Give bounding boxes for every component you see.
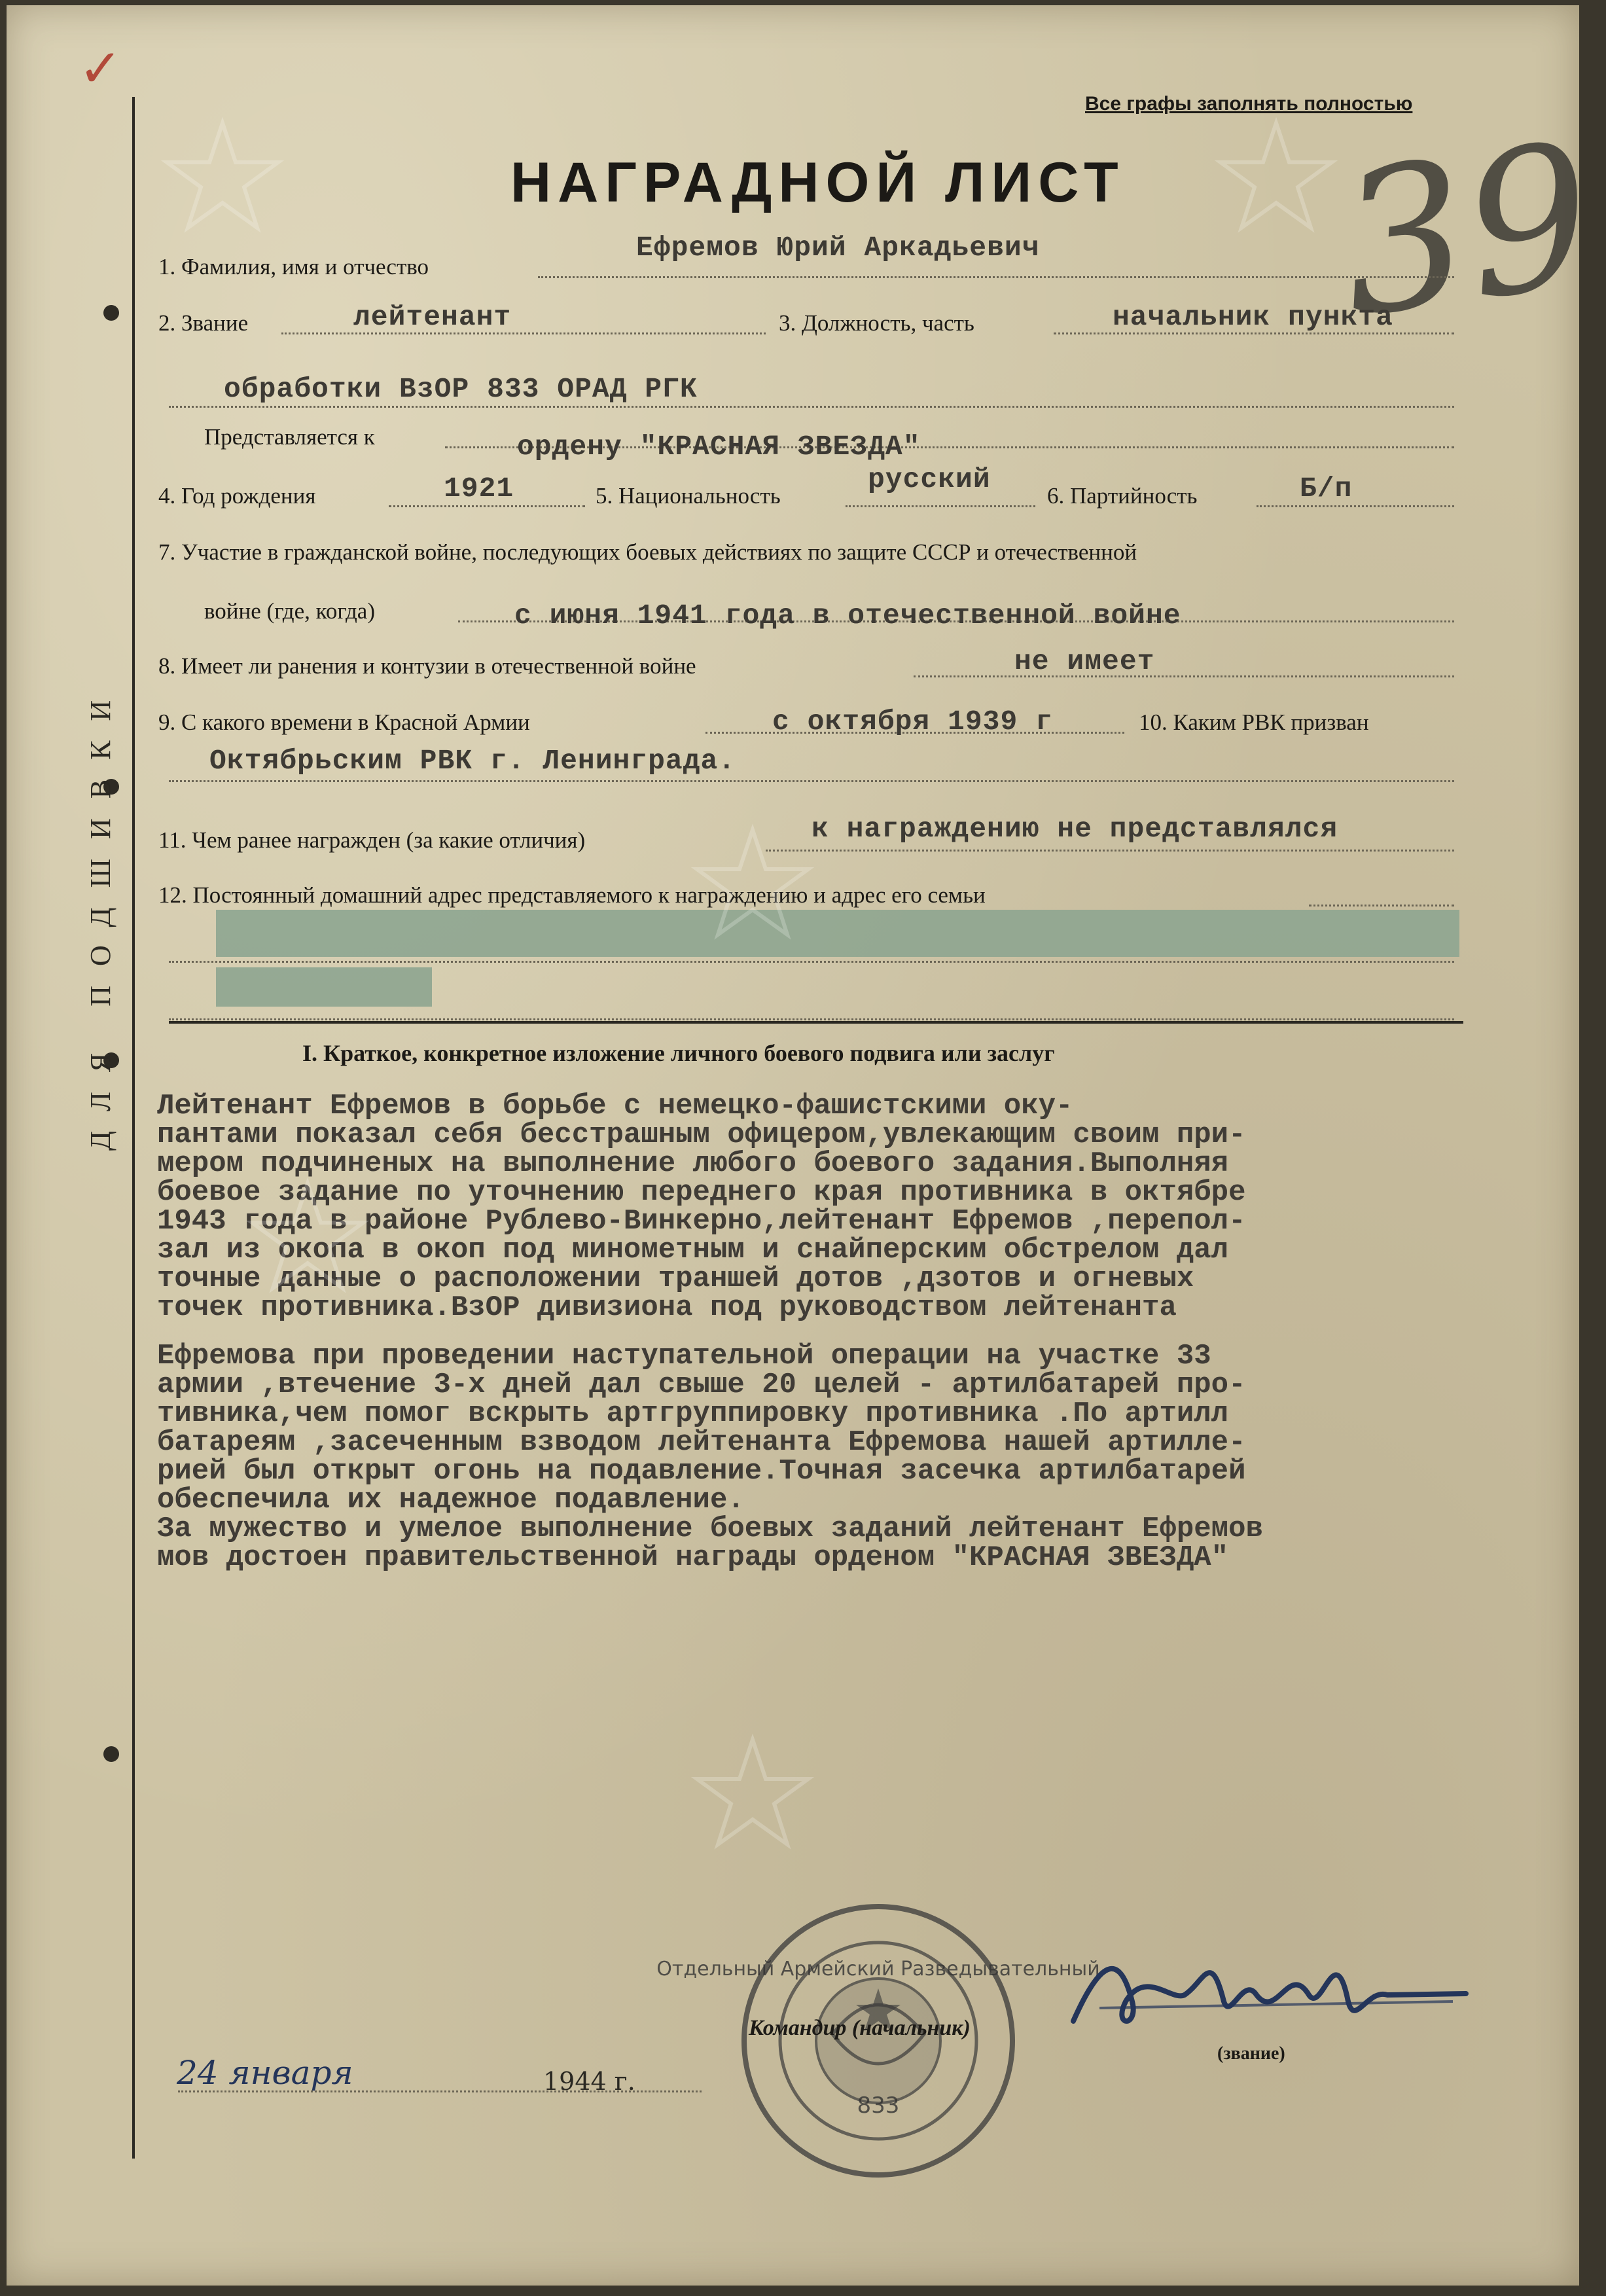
story-line: точек противника.ВзОР дивизиона под руководством лейтенанта bbox=[157, 1291, 1177, 1324]
field-9-label: 9. С какого времени в Красной Армии bbox=[158, 709, 530, 735]
field-4-label: 4. Год рождения bbox=[158, 483, 316, 509]
story-line: мов достоен правительственной награды орденом "КРАСНАЯ ЗВЕЗДА" bbox=[157, 1541, 1229, 1574]
field-6-value: Б/п bbox=[1300, 473, 1353, 505]
represented-label: Представляется к bbox=[204, 424, 375, 450]
field-8-label: 8. Имеет ли ранения и контузии в отечественной войне bbox=[158, 653, 696, 679]
section-title: I. Краткое, конкретное изложение личного боевого подвига или заслуг bbox=[302, 1040, 1055, 1066]
check-mark-icon: ✓ bbox=[79, 38, 123, 99]
field-7-label-line2: войне (где, когда) bbox=[204, 598, 375, 624]
field-12-line-2 bbox=[169, 961, 1454, 963]
story-line bbox=[157, 1322, 1544, 1342]
field-7-value: с июня 1941 года в отечественной войне bbox=[514, 600, 1181, 632]
story-line: Ефремова при проведении наступательной операции на участке 33 bbox=[157, 1340, 1211, 1372]
field-1-value: Ефремов Юрий Аркадьевич bbox=[636, 232, 1040, 264]
section-divider bbox=[169, 1021, 1463, 1024]
field-3-label: 3. Должность, часть bbox=[779, 310, 974, 336]
binding-margin-line bbox=[132, 97, 135, 2159]
binding-hole bbox=[103, 305, 119, 321]
story-line: рией был открыт огонь на подавление.Точная засечка артилбатарей bbox=[157, 1455, 1246, 1488]
printed-year: 1944 г. bbox=[543, 2067, 635, 2096]
official-stamp bbox=[656, 1897, 1100, 2185]
field-10-label: 10. Каким РВК призван bbox=[1139, 709, 1369, 735]
field-6-label: 6. Партийность bbox=[1047, 483, 1198, 509]
story-line: тивника,чем помог вскрыть артгруппировку противника .По артилл bbox=[157, 1397, 1229, 1430]
field-12-label: 12. Постоянный домашний адрес представляемого к награждению и адрес его семьи bbox=[158, 882, 986, 908]
story-line: зал из окопа в окоп под минометным и снайперским обстрелом дал bbox=[157, 1234, 1229, 1266]
redacted-address-block bbox=[216, 910, 1459, 957]
represented-value: ордену "КРАСНАЯ ЗВЕЗДА" bbox=[517, 431, 921, 463]
story-line: 1943 года в районе Рублево-Винкерно,лейтенант Ефремов ,перепол- bbox=[157, 1205, 1246, 1238]
field-3-value-line2: обработки ВзОР 833 ОРАД РГК bbox=[224, 373, 698, 405]
field-5-value: русский bbox=[868, 463, 991, 495]
field-12-line bbox=[1309, 905, 1454, 906]
field-10-line bbox=[169, 780, 1454, 782]
page-title: НАГРАДНОЙ ЛИСТ bbox=[510, 151, 1125, 214]
date-line bbox=[178, 2090, 702, 2092]
story-line: Лейтенант Ефремов в борьбе с немецко-фашистскими оку- bbox=[157, 1090, 1073, 1122]
story-line: армии ,втечение 3-х дней дал свыше 20 целей - артилбатарей про- bbox=[157, 1369, 1246, 1401]
handwritten-date: 24 января bbox=[177, 2054, 353, 2092]
field-2-value: лейтенант bbox=[353, 301, 512, 333]
field-1-line bbox=[538, 276, 1454, 278]
field-7-label-line1: 7. Участие в гражданской войне, последующих боевых действиях по защите СССР и отечественной bbox=[158, 539, 1137, 565]
field-8-value: не имеет bbox=[1014, 645, 1155, 677]
side-caption: ДЛЯ ПОДШИВКИ bbox=[84, 680, 116, 1151]
stamp-number: 833 bbox=[857, 2092, 900, 2119]
stamp-outer-text: Отдельный Армейский Разведывательный bbox=[656, 1958, 1100, 1981]
fill-all-fields-notice: Все графы заполнять полностью bbox=[1085, 93, 1413, 115]
field-11-value: к награждению не представлялся bbox=[812, 813, 1338, 845]
field-1-label: 1. Фамилия, имя и отчество bbox=[158, 254, 429, 279]
story-line: мером подчиненых на выполнение любого боевого задания.Выполняя bbox=[157, 1147, 1229, 1180]
field-11-line bbox=[766, 850, 1454, 852]
story-line: обеспечила их надежное подавление. bbox=[157, 1484, 745, 1516]
handwritten-sheet-number: 39 bbox=[1327, 100, 1606, 361]
story-line: точные данные о расположении траншей дотов ,дзотов и огневых bbox=[157, 1263, 1194, 1295]
feat-description bbox=[157, 1092, 1544, 1572]
story-line: За мужество и умелое выполнение боевых заданий лейтенант Ефремов bbox=[157, 1513, 1263, 1545]
field-5-label: 5. Национальность bbox=[596, 483, 781, 509]
field-12-line-3 bbox=[169, 1018, 1454, 1020]
date-field bbox=[177, 2054, 635, 2096]
field-3-line-2 bbox=[169, 406, 1454, 408]
story-line: батареям ,засеченным взводом лейтенанта Ефремова нашей артилле- bbox=[157, 1426, 1246, 1459]
commander-label: Командир (начальник) bbox=[749, 2016, 971, 2040]
rank-label: (звание) bbox=[1217, 2043, 1285, 2064]
redacted-address-block bbox=[216, 967, 432, 1007]
field-2-label: 2. Звание bbox=[158, 310, 249, 336]
story-line: пантами показал себя бесстрашным офицером,увлекающим своим при- bbox=[157, 1119, 1246, 1151]
field-5-line bbox=[846, 505, 1035, 507]
field-10-value: Октябрьским РВК г. Ленинграда. bbox=[209, 745, 736, 777]
commander-signature bbox=[1060, 1923, 1479, 2054]
field-8-line bbox=[914, 675, 1454, 677]
field-4-value: 1921 bbox=[444, 473, 514, 505]
story-line: боевое задание по уточнению переднего края противника в октябре bbox=[157, 1176, 1246, 1209]
award-sheet-page bbox=[7, 5, 1606, 2286]
field-4-line bbox=[389, 505, 585, 507]
field-9-value: с октября 1939 г bbox=[772, 706, 1053, 738]
field-11-label: 11. Чем ранее награжден (за какие отличия) bbox=[158, 827, 586, 853]
field-6-line bbox=[1257, 505, 1454, 507]
field-3-value-line1: начальник пункта bbox=[1113, 301, 1393, 333]
binding-hole bbox=[103, 1746, 119, 1762]
